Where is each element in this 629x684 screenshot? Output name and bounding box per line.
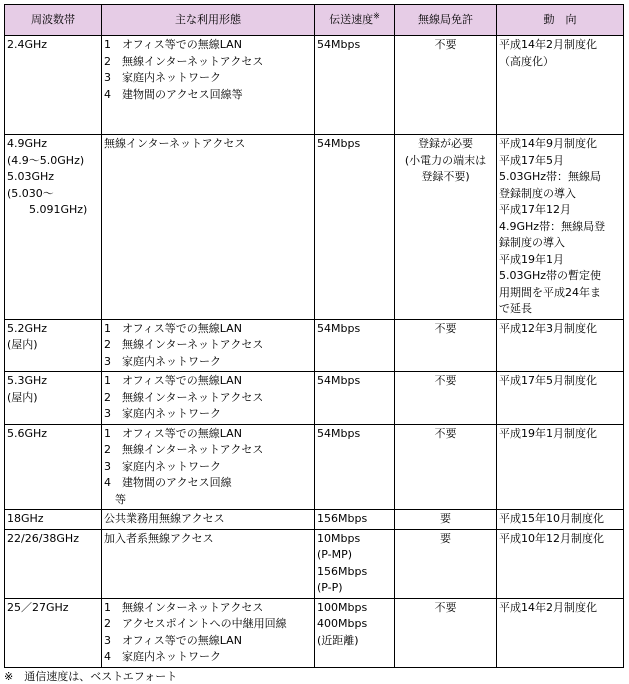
cell-band — [5, 598, 102, 667]
band-text: (屋内) — [7, 338, 38, 351]
usage-text: 1 無線インターネットアクセス — [104, 600, 264, 614]
usage-text: 2 無線インターネットアクセス — [104, 390, 264, 404]
cell-band — [5, 36, 102, 135]
license-text: 不要 — [434, 38, 457, 51]
table-body — [5, 36, 624, 668]
table-row — [5, 510, 624, 530]
band-text: 2.4GHz — [7, 38, 48, 51]
cell-band — [5, 424, 102, 510]
license-text: (小電力の端末は — [404, 153, 487, 167]
usage-text: 3 家庭内ネットワーク — [104, 407, 221, 420]
trend-text: 平成10年12月制度化 — [499, 531, 604, 545]
cell-license — [395, 598, 497, 667]
cell-trend — [497, 135, 624, 320]
usage-text: 無線インターネットアクセス — [104, 137, 246, 150]
cell-usage — [102, 529, 315, 598]
table-row — [5, 135, 624, 320]
cell-trend — [497, 36, 624, 135]
usage-text: 4 建物間のアクセス回線 — [104, 476, 232, 489]
usage-text: 1 オフィス等での無線LAN — [104, 374, 242, 387]
trend-text: 5.03GHz帯の暫定使 — [499, 269, 602, 282]
band-text: 4.9GHz — [7, 137, 48, 150]
band-text: (5.030～ — [7, 186, 54, 200]
cell-usage — [102, 372, 315, 425]
trend-text: 平成14年2月制度化 — [499, 38, 597, 51]
license-text: 不要 — [434, 600, 457, 614]
trend-text: 平成17年5月制度化 — [499, 374, 597, 387]
speed-text: 54Mbps — [317, 321, 361, 335]
header-trend: 動 向 — [497, 5, 624, 36]
cell-speed — [315, 510, 395, 530]
band-text: 5.091GHz) — [7, 203, 88, 216]
usage-text: 3 オフィス等での無線LAN — [104, 633, 242, 647]
table-row — [5, 424, 624, 510]
band-text: 25／27GHz — [7, 600, 69, 614]
usage-text: 等 — [104, 492, 126, 506]
cell-band — [5, 319, 102, 372]
speed-text: 54Mbps — [317, 426, 361, 440]
usage-text: 2 アクセスポイントへの中継用回線 — [104, 617, 287, 630]
speed-text: 54Mbps — [317, 137, 361, 150]
trend-text: 平成14年9月制度化 — [499, 137, 597, 150]
cell-band — [5, 529, 102, 598]
usage-text: 4 家庭内ネットワーク — [104, 650, 221, 663]
trend-text: で延長 — [499, 302, 532, 315]
cell-speed — [315, 36, 395, 135]
usage-text: 2 無線インターネットアクセス — [104, 54, 264, 68]
speed-text: 54Mbps — [317, 374, 361, 387]
band-text: 18GHz — [7, 512, 44, 525]
trend-text: 平成19年1月 — [499, 252, 564, 266]
trend-text: 平成12年3月制度化 — [499, 321, 597, 335]
trend-text: 平成17年12月 — [499, 203, 571, 216]
frequency-table-container — [4, 4, 625, 684]
table-row — [5, 319, 624, 372]
trend-text: 用期間を平成24年ま — [499, 285, 601, 299]
header-speed-label: 伝送速度 — [329, 12, 374, 26]
cell-speed — [315, 319, 395, 372]
trend-text: 平成14年2月制度化 — [499, 600, 597, 614]
speed-text: 10Mbps — [317, 531, 361, 545]
table-header-row — [5, 5, 624, 36]
usage-text: 加入者系無線アクセス — [104, 531, 214, 545]
cell-usage — [102, 135, 315, 320]
cell-license — [395, 36, 497, 135]
usage-text: 2 無線インターネットアクセス — [104, 338, 264, 351]
license-text: 不要 — [434, 426, 457, 440]
cell-license — [395, 319, 497, 372]
cell-band — [5, 135, 102, 320]
table-row — [5, 372, 624, 425]
speed-text: (P-MP) — [317, 548, 353, 561]
cell-speed — [315, 529, 395, 598]
band-text: (屋内) — [7, 390, 38, 404]
speed-text: (P-P) — [317, 581, 343, 594]
header-license: 無線局免許 — [395, 5, 497, 36]
cell-trend — [497, 598, 624, 667]
cell-usage — [102, 36, 315, 135]
header-speed — [315, 5, 395, 36]
license-text: 不要 — [434, 374, 457, 387]
band-text: 5.03GHz — [7, 170, 55, 183]
table-row — [5, 36, 624, 135]
table-row — [5, 598, 624, 667]
speed-text: (近距離) — [317, 633, 359, 647]
cell-usage — [102, 598, 315, 667]
trend-text: 平成19年1月制度化 — [499, 426, 597, 440]
trend-text: 平成15年10月制度化 — [499, 512, 604, 525]
cell-license — [395, 372, 497, 425]
trend-text: 平成17年5月 — [499, 153, 564, 167]
band-text: 5.3GHz — [7, 374, 48, 387]
usage-text: 3 家庭内ネットワーク — [104, 71, 221, 84]
cell-trend — [497, 424, 624, 510]
band-text: 5.6GHz — [7, 426, 48, 440]
cell-band — [5, 510, 102, 530]
usage-text: 4 建物間のアクセス回線等 — [104, 87, 243, 101]
cell-usage — [102, 424, 315, 510]
license-text: 登録不要) — [421, 170, 470, 183]
license-text: 登録が必要 — [418, 137, 473, 150]
usage-text: 2 無線インターネットアクセス — [104, 443, 264, 456]
cell-license — [395, 424, 497, 510]
usage-text: 3 家庭内ネットワーク — [104, 354, 221, 368]
frequency-band-table — [4, 4, 624, 668]
cell-trend — [497, 372, 624, 425]
usage-text: 公共業務用無線アクセス — [104, 512, 225, 525]
trend-text: 録制度の導入 — [499, 236, 565, 249]
speed-text: 100Mbps — [317, 600, 368, 614]
license-text: 要 — [440, 531, 451, 545]
cell-speed — [315, 372, 395, 425]
table-row — [5, 529, 624, 598]
speed-text: 156Mbps — [317, 564, 368, 578]
license-text: 要 — [440, 512, 451, 525]
trend-text: （高度化） — [499, 54, 554, 68]
cell-license — [395, 529, 497, 598]
speed-text: 156Mbps — [317, 512, 368, 525]
usage-text: 1 オフィス等での無線LAN — [104, 426, 242, 440]
cell-speed — [315, 424, 395, 510]
speed-text: 54Mbps — [317, 38, 361, 51]
cell-trend — [497, 510, 624, 530]
band-text: 22/26/38GHz — [7, 531, 79, 545]
header-band: 周波数帯 — [5, 5, 102, 36]
trend-text: 5.03GHz帯：無線局 — [499, 170, 602, 183]
cell-speed — [315, 135, 395, 320]
header-usage: 主な利用形態 — [102, 5, 315, 36]
band-text: (4.9～5.0GHz) — [7, 153, 85, 167]
header-speed-mark: ※ — [373, 11, 380, 21]
speed-text: 400Mbps — [317, 617, 368, 630]
cell-license — [395, 510, 497, 530]
footnote: ※ 通信速度は、ベストエフォート — [4, 669, 178, 683]
cell-band — [5, 372, 102, 425]
license-text: 不要 — [434, 321, 457, 335]
usage-text: 1 オフィス等での無線LAN — [104, 321, 242, 335]
usage-text: 1 オフィス等での無線LAN — [104, 38, 242, 51]
cell-speed — [315, 598, 395, 667]
trend-text: 登録制度の導入 — [499, 186, 576, 200]
usage-text: 3 家庭内ネットワーク — [104, 459, 221, 473]
band-text: 5.2GHz — [7, 321, 48, 335]
cell-license — [395, 135, 497, 320]
cell-trend — [497, 319, 624, 372]
cell-trend — [497, 529, 624, 598]
cell-usage — [102, 510, 315, 530]
trend-text: 4.9GHz帯：無線局登 — [499, 219, 606, 233]
cell-usage — [102, 319, 315, 372]
